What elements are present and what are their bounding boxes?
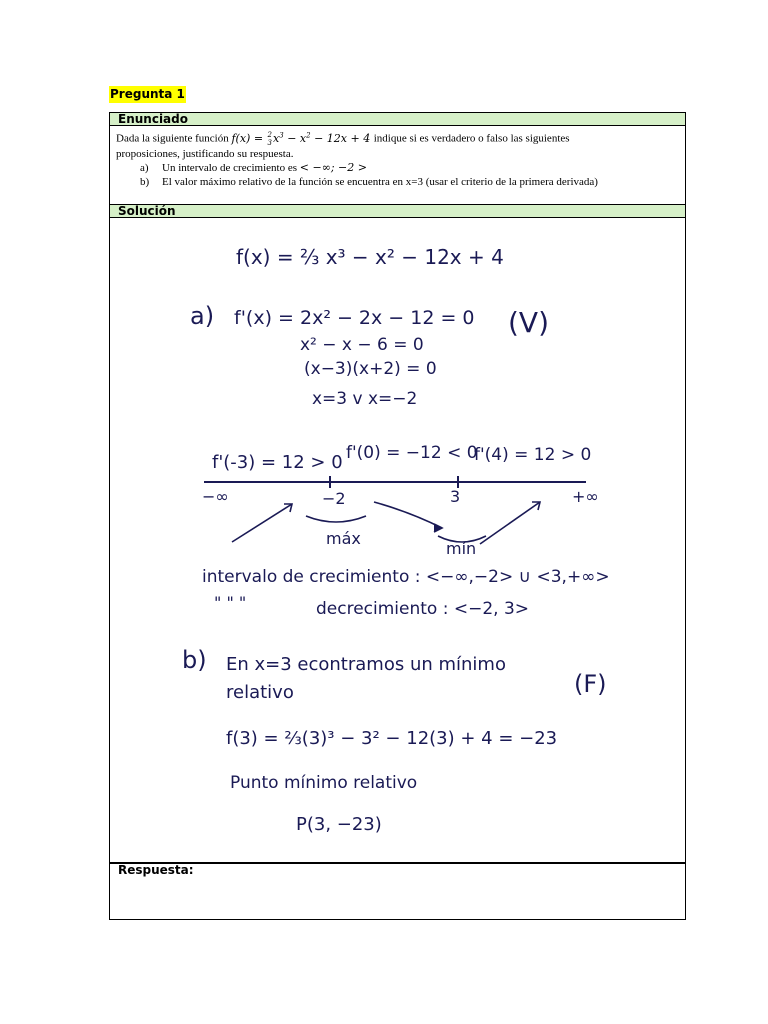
hw-part-a-label: a) xyxy=(190,302,215,330)
hw-max-brace xyxy=(306,516,366,522)
handwritten-solution xyxy=(180,232,610,844)
hw-tick-label-pos-inf: +∞ xyxy=(572,487,599,506)
solucion-header: Solución xyxy=(110,205,685,218)
hw-verdict-b: (F) xyxy=(574,670,607,698)
hw-arrow-increasing-1 xyxy=(232,504,292,542)
enunciado-item-a xyxy=(116,161,679,175)
hw-tick-label-neg-inf: −∞ xyxy=(202,487,229,506)
frac-den: 3 xyxy=(267,138,273,147)
hw-ditto: " " " xyxy=(214,593,247,612)
term-2: − x xyxy=(287,131,307,145)
hw-b-point-label: Punto mínimo relativo xyxy=(230,773,418,793)
hw-growth-interval: intervalo de crecimiento : <−∞,−2> ∪ <3,+∞> xyxy=(202,567,610,587)
hw-arrow-decreasing xyxy=(374,502,442,528)
hw-roots: x=3 v x=−2 xyxy=(312,389,418,409)
hw-b-point: P(3, −23) xyxy=(296,814,382,835)
function-fraction xyxy=(268,131,272,147)
hw-tick-label-m2: −2 xyxy=(322,489,346,508)
item-math: < −∞; −2 > xyxy=(299,160,367,174)
intro-before: Dada la siguiente función xyxy=(116,132,229,145)
item-marker: b) xyxy=(140,175,150,188)
hw-b-line2: relativo xyxy=(226,682,294,703)
hw-max-label: máx xyxy=(326,529,361,548)
term-1: x xyxy=(273,131,280,145)
term-rest: − 12x + 4 xyxy=(314,131,371,145)
hw-arrow-increasing-2 xyxy=(480,502,540,544)
hw-derivative: f'(x) = 2x² − 2x − 12 = 0 xyxy=(234,307,475,329)
function-lhs: f(x) = xyxy=(231,131,264,145)
hw-b-calc: f(3) = ⅔(3)³ − 3² − 12(3) + 4 = −23 xyxy=(226,728,558,749)
hw-b-line1: En x=3 econtramos un mínimo xyxy=(226,654,506,675)
exp-1: 3 xyxy=(279,131,284,139)
hw-verdict-a: (V) xyxy=(508,306,550,339)
hw-decrease-interval: decrecimiento : <−2, 3> xyxy=(316,599,530,619)
hw-function-definition: f(x) = ⅔ x³ − x² − 12x + 4 xyxy=(236,245,504,269)
hw-test-0: f'(0) = −12 < 0 xyxy=(346,443,478,463)
hw-factored: (x−3)(x+2) = 0 xyxy=(304,359,437,379)
hw-part-b-label: b) xyxy=(182,646,207,674)
respuesta-label: Respuesta: xyxy=(118,863,194,877)
question-title: Pregunta 1 xyxy=(110,87,185,101)
hw-test-neg3: f'(-3) = 12 > 0 xyxy=(212,452,343,473)
respuesta-box xyxy=(109,862,686,920)
enunciado-box xyxy=(109,112,686,206)
hw-test-4: f'(4) = 12 > 0 xyxy=(474,445,592,465)
hw-min-label: mín xyxy=(446,539,477,558)
frac-num: 2 xyxy=(267,130,273,139)
item-text: El valor máximo relativo de la función se encuentra en x=3 (usar el criterio de la primera derivada) xyxy=(162,175,598,188)
intro-after: indique si es verdadero o falso las siguientes xyxy=(373,132,570,145)
hw-tick-label-3: 3 xyxy=(450,487,461,506)
function-formula xyxy=(231,132,373,145)
hw-quadratic: x² − x − 6 = 0 xyxy=(300,335,424,355)
item-text: Un intervalo de crecimiento es xyxy=(162,161,298,174)
enunciado-line-2: proposiciones, justificando su respuesta. xyxy=(116,147,294,160)
exp-2: 2 xyxy=(306,131,311,139)
enunciado-line-1 xyxy=(116,128,679,147)
enunciado-header: Enunciado xyxy=(110,113,685,126)
item-marker: a) xyxy=(140,161,149,174)
enunciado-item-b xyxy=(116,175,679,189)
hw-arrowhead-2 xyxy=(434,524,442,532)
enunciado-body xyxy=(110,126,685,191)
